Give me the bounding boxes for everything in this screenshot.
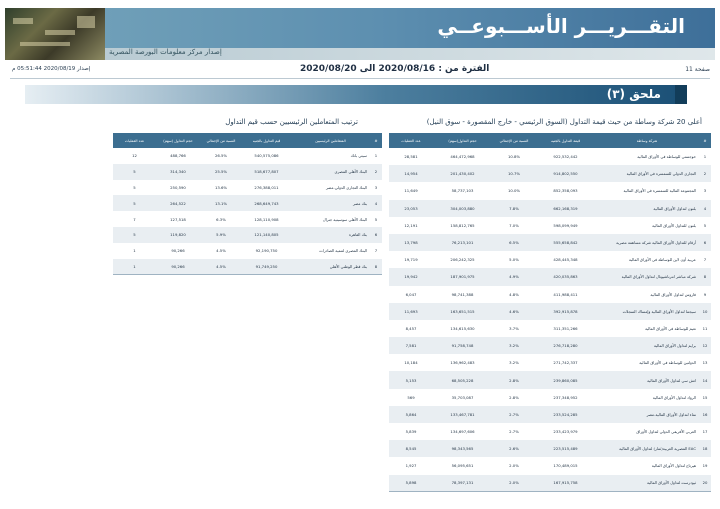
- row-index: 3: [699, 182, 711, 199]
- row-name: بلتون لتداول الأوراق المالية: [595, 200, 699, 217]
- row-name: خوجستي للوساطة في الأوراق المالية: [595, 148, 699, 165]
- row-index: 16: [699, 406, 711, 423]
- row-value: 239,860,085: [536, 371, 595, 388]
- row-trades: 5: [113, 227, 156, 243]
- row-name: نماء لتداول الأوراق المالية-مصر: [595, 406, 699, 423]
- row-trades: 5,153: [389, 371, 433, 388]
- row-share: 4.9%: [492, 268, 536, 285]
- row-volume: 127,518: [156, 211, 200, 227]
- row-trades: 1: [113, 259, 156, 275]
- row-value: 233,423,979: [536, 423, 595, 440]
- row-index: 12: [699, 337, 711, 354]
- row-trades: 5: [113, 164, 156, 180]
- row-trades: 7: [113, 211, 156, 227]
- row-name: بنك مصر: [291, 195, 370, 211]
- row-trades: 8,545: [389, 440, 433, 457]
- row-name: EAC المصرية العربية(ثمار) لتداول الأوراق المالية: [595, 440, 699, 457]
- row-trades: 6,047: [389, 286, 433, 303]
- row-volume: 158,812,765: [433, 217, 492, 234]
- row-name: المجموعة المالية للسمسرة في الأوراق المالية: [595, 182, 699, 199]
- row-name: البنك المصري لتنمية الصادرات: [291, 243, 370, 259]
- table-row: [389, 234, 711, 251]
- row-share: 10.7%: [492, 165, 536, 182]
- table-row: [389, 286, 711, 303]
- row-index: 7: [699, 251, 711, 268]
- row-value: 121,140,805: [242, 227, 291, 243]
- row-value: 852,358,093: [536, 182, 595, 199]
- report-subtitle: إصدار مركز معلومات البورصة المصرية: [109, 48, 222, 56]
- row-trades: 23,053: [389, 200, 433, 217]
- row-share: 25.5%: [200, 164, 242, 180]
- row-trades: 12: [113, 148, 156, 164]
- row-volume: 314,340: [156, 164, 200, 180]
- row-name: بنك القاهرة: [291, 227, 370, 243]
- row-trades: 12,191: [389, 217, 433, 234]
- row-index: 1: [370, 148, 382, 164]
- row-volume: 136,962,483: [433, 354, 492, 371]
- main-dealers-table: [113, 133, 382, 275]
- row-volume: 488,766: [156, 148, 200, 164]
- row-index: 4: [370, 195, 382, 211]
- row-index: 11: [699, 320, 711, 337]
- row-name: الرواد لتداول الأوراق المالية: [595, 389, 699, 406]
- row-index: 6: [370, 227, 382, 243]
- table-row: [389, 251, 711, 268]
- table-row: [389, 475, 711, 492]
- row-index: 4: [699, 200, 711, 217]
- row-value: 662,168,319: [536, 200, 595, 217]
- row-share: 13.1%: [200, 195, 242, 211]
- row-value: 420,035,863: [536, 268, 595, 285]
- section-title: ملحق (٣): [606, 87, 661, 101]
- row-trades: 1,927: [389, 457, 433, 474]
- row-trades: 1: [113, 243, 156, 259]
- row-share: 2.8%: [492, 389, 536, 406]
- main-dealers-title: ترتيب المتعاملين الرئيسيين حسب قيم التداول: [225, 118, 358, 126]
- table-row: [113, 259, 382, 275]
- table-row: [113, 195, 382, 211]
- row-index: 7: [370, 243, 382, 259]
- col-broker: شركة وساطة: [595, 133, 699, 148]
- table-row: [389, 457, 711, 474]
- row-volume: 78,397,131: [433, 475, 492, 492]
- table-row: [389, 165, 711, 182]
- row-index: 6: [699, 234, 711, 251]
- col-index: #: [370, 133, 382, 148]
- table-row: [113, 180, 382, 196]
- col-value: قيم التداول بالجنيه: [242, 133, 291, 148]
- row-share: 10.8%: [492, 148, 536, 165]
- row-index: 14: [699, 371, 711, 388]
- row-trades: 28,581: [389, 148, 433, 165]
- row-value: 268,649,743: [242, 195, 291, 211]
- row-share: 4.8%: [492, 286, 536, 303]
- page-number: صفحة 11: [685, 66, 710, 73]
- row-share: 6.3%: [200, 211, 242, 227]
- row-name: نعيم للوساطة في الأوراق المالية: [595, 320, 699, 337]
- issue-date: إصدار 2020/08/19 05:51:44 م: [12, 66, 91, 72]
- row-index: 8: [370, 259, 382, 275]
- row-index: 2: [370, 164, 382, 180]
- row-value: 428,445,348: [536, 251, 595, 268]
- row-trades: 11,693: [389, 303, 433, 320]
- top-brokers-title: أعلى 20 شركة وساطة من حيث قيمة التداول (السوق الرئيسي - خارج المقصورة - سوق النيل): [426, 118, 702, 126]
- row-share: 2.6%: [492, 440, 536, 457]
- row-trades: 19,719: [389, 251, 433, 268]
- top-brokers-table: [389, 133, 711, 492]
- row-index: 15: [699, 389, 711, 406]
- row-trades: 11,649: [389, 182, 433, 199]
- row-index: 17: [699, 423, 711, 440]
- row-volume: 134,697,606: [433, 423, 492, 440]
- table-row: [389, 320, 711, 337]
- row-volume: 68,505,228: [433, 371, 492, 388]
- row-name: العربي الأفريقي الدولي لتداول الأوراق: [595, 423, 699, 440]
- col-value: قيمة التداول بالجنيه: [536, 133, 595, 148]
- row-trades: 13,798: [389, 234, 433, 251]
- col-volume: حجم التداول (سهم): [156, 133, 200, 148]
- row-volume: 264,522: [156, 195, 200, 211]
- table-row: [389, 217, 711, 234]
- col-trades: عدد العمليات: [389, 133, 433, 148]
- row-trades: 5,839: [389, 423, 433, 440]
- row-index: 9: [699, 286, 711, 303]
- row-volume: 464,472,968: [433, 148, 492, 165]
- row-share: 4.5%: [200, 259, 242, 275]
- col-trades: عدد العمليات: [113, 133, 156, 148]
- row-name: اتش سي لتداول الأوراق المالية: [595, 371, 699, 388]
- row-volume: 133,467,781: [433, 406, 492, 423]
- row-name: عربية أون لاين للوساطة في الأوراق المالية: [595, 251, 699, 268]
- row-index: 8: [699, 268, 711, 285]
- table-row: [113, 164, 382, 180]
- meta-row: [0, 64, 720, 76]
- row-value: 92,190,750: [242, 243, 291, 259]
- row-name: ثيودرست لتداول الأوراق المالية: [595, 475, 699, 492]
- table-row: [389, 182, 711, 199]
- row-name: البنك الأهلي سوسيتيه جنرال: [291, 211, 370, 227]
- table-header-row: [113, 133, 382, 148]
- row-share: 6.5%: [492, 234, 536, 251]
- row-value: 922,532,442: [536, 148, 595, 165]
- row-volume: 35,703,087: [433, 389, 492, 406]
- row-value: 540,575,086: [242, 148, 291, 164]
- row-share: 4.5%: [200, 243, 242, 259]
- row-trades: 5,864: [389, 406, 433, 423]
- table-row: [389, 440, 711, 457]
- row-trades: 5: [113, 180, 156, 196]
- row-trades: 14,954: [389, 165, 433, 182]
- col-index: #: [699, 133, 711, 148]
- row-name: التجاري الدولي للسمسرة في الأوراق المالية: [595, 165, 699, 182]
- table-row: [389, 406, 711, 423]
- table-header-row: [389, 133, 711, 148]
- row-value: 233,524,285: [536, 406, 595, 423]
- table-row: [389, 371, 711, 388]
- table-row: [389, 200, 711, 217]
- row-value: 392,915,878: [536, 303, 595, 320]
- row-share: 10.0%: [492, 182, 536, 199]
- row-value: 411,988,411: [536, 286, 595, 303]
- row-name: فاروس لتداول الأوراق المالية: [595, 286, 699, 303]
- row-value: 276,388,011: [242, 180, 291, 196]
- col-share: النسبة من الإجمالي: [492, 133, 536, 148]
- col-share: النسبة من الإجمالي: [200, 133, 242, 148]
- row-volume: 206,242,325: [433, 251, 492, 268]
- row-name: البنك الأهلي المصري: [291, 164, 370, 180]
- title-band: [105, 8, 715, 48]
- table-row: [389, 148, 711, 165]
- row-name: برايم لتداول الأوراق المالية: [595, 337, 699, 354]
- row-name: أرقام للتداول الأوراق المالية شركة مساهمة مصرية: [595, 234, 699, 251]
- row-trades: 5: [113, 195, 156, 211]
- row-share: 2.0%: [492, 475, 536, 492]
- row-share: 7.0%: [492, 217, 536, 234]
- table-row: [389, 337, 711, 354]
- row-name: الدولتين للوساطة في الأوراق المالية: [595, 354, 699, 371]
- row-volume: 91,758,748: [433, 337, 492, 354]
- row-value: 128,110,908: [242, 211, 291, 227]
- row-index: 10: [699, 303, 711, 320]
- row-share: 7.8%: [492, 200, 536, 217]
- row-value: 223,515,489: [536, 440, 595, 457]
- row-volume: 134,615,630: [433, 320, 492, 337]
- subtitle-strip: [105, 48, 715, 60]
- row-index: 18: [699, 440, 711, 457]
- row-value: 914,802,550: [536, 165, 595, 182]
- section-bar: [25, 85, 675, 104]
- row-index: 20: [699, 475, 711, 492]
- row-share: 3.7%: [492, 320, 536, 337]
- col-dealer: المتعاملين الرئيسيين: [291, 133, 370, 148]
- row-share: 5.9%: [200, 227, 242, 243]
- row-name: بنك قطر الوطني الأهلي: [291, 259, 370, 275]
- row-value: 271,742,337: [536, 354, 595, 371]
- table-row: [113, 243, 382, 259]
- row-value: 311,351,266: [536, 320, 595, 337]
- row-share: 26.5%: [200, 148, 242, 164]
- row-name: سيجما لتداول الأوراق المالية وإمساك السجلات: [595, 303, 699, 320]
- row-index: 2: [699, 165, 711, 182]
- header-divider: [10, 78, 710, 79]
- row-volume: 119,820: [156, 227, 200, 243]
- row-value: 555,658,842: [536, 234, 595, 251]
- report-title: التقـــريـــر الأســـبوعــي: [437, 14, 685, 38]
- table-row: [113, 148, 382, 164]
- row-trades: 569: [389, 389, 433, 406]
- row-index: 3: [370, 180, 382, 196]
- row-trades: 8,457: [389, 320, 433, 337]
- report-period: الفترة من : 2020/08/16 الى 2020/08/20: [300, 64, 490, 74]
- row-share: 3.2%: [492, 354, 536, 371]
- row-trades: 19,942: [389, 268, 433, 285]
- table-row: [389, 303, 711, 320]
- row-value: 237,348,952: [536, 389, 595, 406]
- row-trades: 5,898: [389, 475, 433, 492]
- row-share: 2.7%: [492, 423, 536, 440]
- row-volume: 98,741,388: [433, 286, 492, 303]
- table-row: [113, 211, 382, 227]
- row-name: هيرتاج لتداول الأوراق المالية: [595, 457, 699, 474]
- row-volume: 58,737,103: [433, 182, 492, 199]
- col-volume: حجم التداول(سهم): [433, 133, 492, 148]
- row-trades: 10,184: [389, 354, 433, 371]
- row-name: سيتي بانك: [291, 148, 370, 164]
- row-volume: 304,003,880: [433, 200, 492, 217]
- row-index: 19: [699, 457, 711, 474]
- row-value: 170,489,015: [536, 457, 595, 474]
- row-trades: 7,581: [389, 337, 433, 354]
- row-share: 2.7%: [492, 406, 536, 423]
- row-volume: 56,095,651: [433, 457, 492, 474]
- row-value: 91,749,250: [242, 259, 291, 275]
- row-share: 3.2%: [492, 337, 536, 354]
- row-share: 2.0%: [492, 457, 536, 474]
- row-volume: 98,343,565: [433, 440, 492, 457]
- row-index: 1: [699, 148, 711, 165]
- table-row: [389, 268, 711, 285]
- row-share: 4.6%: [492, 303, 536, 320]
- row-volume: 163,651,515: [433, 303, 492, 320]
- row-index: 13: [699, 354, 711, 371]
- table-row: [113, 227, 382, 243]
- row-volume: 90,266: [156, 243, 200, 259]
- row-share: 5.0%: [492, 251, 536, 268]
- row-volume: 187,901,975: [433, 268, 492, 285]
- table-row: [389, 354, 711, 371]
- report-banner: [0, 8, 720, 60]
- row-share: 13.6%: [200, 180, 242, 196]
- row-volume: 90,266: [156, 259, 200, 275]
- row-value: 276,718,280: [536, 337, 595, 354]
- row-volume: 250,590: [156, 180, 200, 196]
- row-value: 518,677,807: [242, 164, 291, 180]
- row-value: 598,099,949: [536, 217, 595, 234]
- trading-floor-photo: [5, 8, 105, 60]
- table-row: [389, 423, 711, 440]
- row-volume: 76,213,101: [433, 234, 492, 251]
- row-index: 5: [699, 217, 711, 234]
- row-index: 5: [370, 211, 382, 227]
- section-tab: [675, 85, 687, 104]
- table-row: [389, 389, 711, 406]
- row-name: بلتون للتداول الأوراق المالية: [595, 217, 699, 234]
- row-volume: 201,430,402: [433, 165, 492, 182]
- row-share: 2.8%: [492, 371, 536, 388]
- row-name: البنك التجاري الدولي-مصر: [291, 180, 370, 196]
- row-value: 167,915,758: [536, 475, 595, 492]
- row-name: شركة مباشر انترناشيونال لتداول الأوراق المالية: [595, 268, 699, 285]
